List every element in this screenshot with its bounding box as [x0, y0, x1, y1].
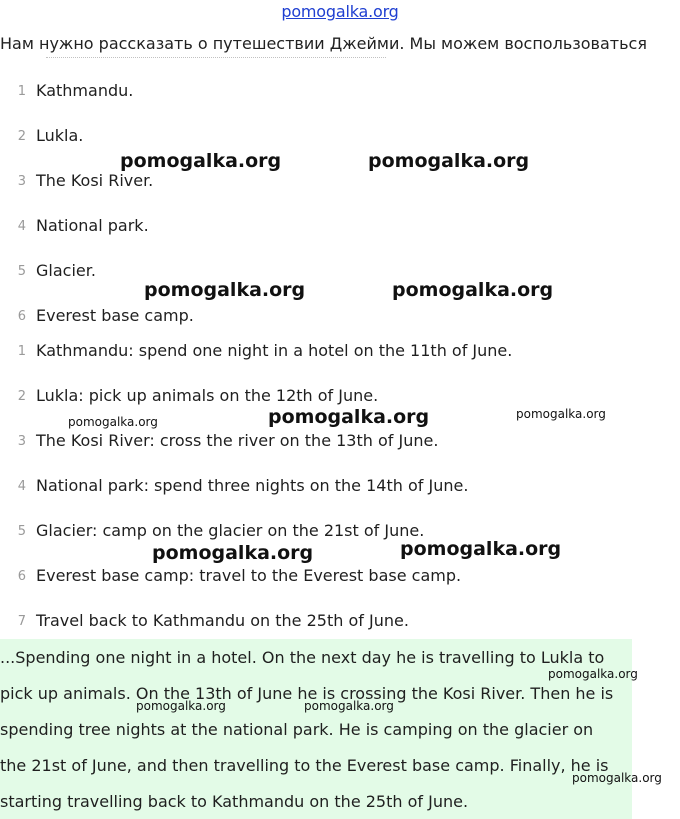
list-item	[0, 340, 600, 366]
watermark: pomogalka.org	[268, 406, 430, 428]
item-number: 2	[17, 129, 26, 144]
item-number: 1	[17, 344, 26, 359]
list-item	[0, 215, 600, 241]
item-number: 6	[17, 309, 26, 324]
item-number: 2	[17, 389, 26, 404]
watermark: pomogalka.org	[516, 407, 606, 421]
watermark: pomogalka.org	[120, 150, 282, 172]
watermark: pomogalka.org	[68, 415, 158, 429]
item-number: 7	[17, 614, 26, 629]
answer-line: pick up animals. On the 13th of June he is crossing the Kosi River. Then he is	[0, 684, 614, 703]
list-item	[0, 305, 600, 331]
list-item	[0, 565, 600, 591]
answer-line: spending tree nights at the national park. He is camping on the glacier on	[0, 720, 594, 739]
cropped-line	[46, 57, 386, 64]
watermark: pomogalka.org	[368, 150, 530, 172]
watermark: pomogalka.org	[304, 699, 394, 713]
watermark: pomogalka.org	[136, 699, 226, 713]
answer-line: ...Spending one night in a hotel. On the next day he is travelling to Lukla to	[0, 648, 605, 667]
answer-box	[0, 639, 632, 819]
list-item	[0, 430, 600, 456]
list-item	[0, 170, 600, 196]
item-number: 5	[17, 524, 26, 539]
item-text: The Kosi River.	[36, 171, 154, 190]
answer-line: the 21st of June, and then travelling to the Everest base camp. Finally, he is	[0, 756, 609, 775]
item-number: 3	[17, 434, 26, 449]
list-item	[0, 475, 600, 501]
watermark: pomogalka.org	[392, 279, 554, 301]
watermark: pomogalka.org	[572, 771, 662, 785]
answer-line: starting travelling back to Kathmandu on the 25th of June.	[0, 792, 469, 811]
item-text: Glacier.	[36, 261, 96, 280]
list-item	[0, 610, 600, 636]
watermark: pomogalka.org	[152, 542, 314, 564]
item-text: Everest base camp.	[36, 306, 194, 325]
watermark: pomogalka.org	[400, 538, 562, 560]
item-text: Travel back to Kathmandu on the 25th of June.	[36, 611, 409, 630]
item-text: Everest base camp: travel to the Everest base camp.	[36, 566, 462, 585]
item-number: 1	[17, 84, 26, 99]
intro-text: Нам нужно рассказать о путешествии Джейми. Мы можем воспользоваться	[0, 34, 647, 53]
item-text: National park.	[36, 216, 149, 235]
watermark: pomogalka.org	[548, 667, 638, 681]
item-text: Lukla: pick up animals on the 12th of June.	[36, 386, 379, 405]
item-text: Kathmandu: spend one night in a hotel on the 11th of June.	[36, 341, 513, 360]
list-item	[0, 80, 600, 106]
item-text: Glacier: camp on the glacier on the 21st of June.	[36, 521, 425, 540]
item-number: 5	[17, 264, 26, 279]
item-text: National park: spend three nights on the 14th of June.	[36, 476, 469, 495]
watermark: pomogalka.org	[144, 279, 306, 301]
site-link[interactable]: pomogalka.org	[281, 2, 399, 21]
item-number: 3	[17, 174, 26, 189]
list-item	[0, 125, 600, 151]
item-number: 4	[17, 219, 26, 234]
item-number: 4	[17, 479, 26, 494]
item-text: Lukla.	[36, 126, 84, 145]
item-text: Kathmandu.	[36, 81, 134, 100]
item-text: The Kosi River: cross the river on the 13th of June.	[36, 431, 439, 450]
item-number: 6	[17, 569, 26, 584]
